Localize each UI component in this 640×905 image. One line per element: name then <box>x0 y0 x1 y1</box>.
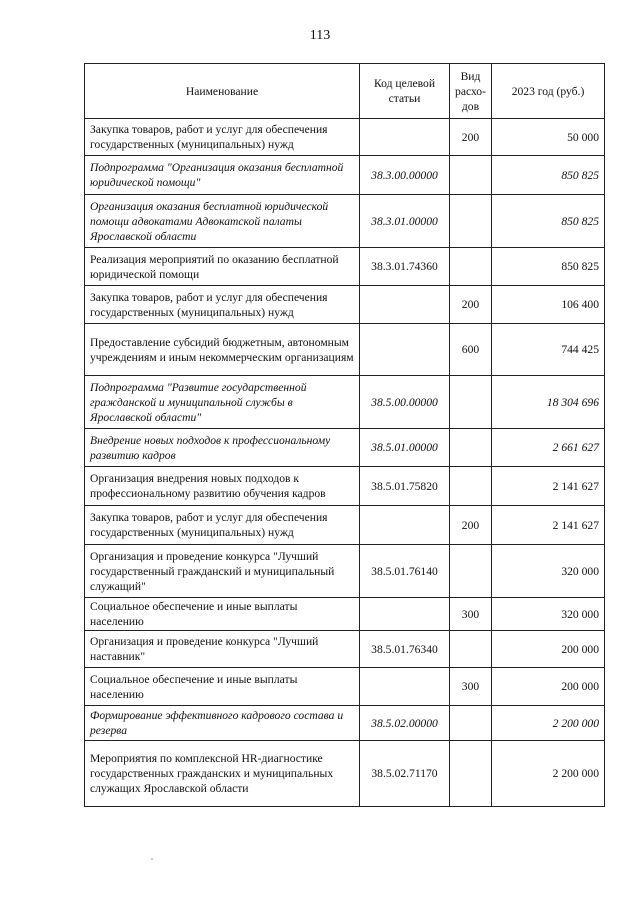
cell-type: 200 <box>450 119 492 156</box>
cell-sum: 2 200 000 <box>492 706 605 741</box>
cell-type <box>450 631 492 668</box>
cell-name: Подпрограмма "Организация оказания бесплатной юридической помощи" <box>85 156 360 195</box>
table-row <box>85 429 605 467</box>
cell-code: 38.3.00.00000 <box>360 156 450 195</box>
table-row <box>85 631 605 668</box>
table-row <box>85 598 605 631</box>
table-row <box>85 467 605 506</box>
cell-code: 38.5.01.76140 <box>360 545 450 598</box>
cell-code <box>360 506 450 545</box>
cell-name: Закупка товаров, работ и услуг для обеспечения государственных (муниципальных) нужд <box>85 506 360 545</box>
cell-code <box>360 286 450 324</box>
cell-sum: 200 000 <box>492 668 605 706</box>
page-number: 113 <box>309 28 331 43</box>
cell-sum: 320 000 <box>492 598 605 631</box>
cell-code <box>360 324 450 376</box>
cell-type: 300 <box>450 668 492 706</box>
cell-code: 38.5.01.00000 <box>360 429 450 467</box>
cell-name: Организация внедрения новых подходов к профессиональному развитию обучения кадров <box>85 467 360 506</box>
cell-code <box>360 119 450 156</box>
budget-table <box>84 63 605 807</box>
cell-type <box>450 248 492 286</box>
cell-type: 600 <box>450 324 492 376</box>
table-row <box>85 156 605 195</box>
header-sum: 2023 год (руб.) <box>492 64 605 119</box>
cell-name: Закупка товаров, работ и услуг для обеспечения государственных (муниципальных) нужд <box>85 119 360 156</box>
cell-code: 38.3.01.00000 <box>360 195 450 248</box>
cell-name: Формирование эффективного кадрового состава и резерва <box>85 706 360 741</box>
cell-name: Организация и проведение конкурса "Лучший наставник" <box>85 631 360 668</box>
cell-sum: 320 000 <box>492 545 605 598</box>
table-row <box>85 668 605 706</box>
table-row <box>85 324 605 376</box>
table-row <box>85 195 605 248</box>
cell-name: Подпрограмма "Развитие государственной гражданской и муниципальной службы в Ярославской области" <box>85 376 360 429</box>
cell-sum: 200 000 <box>492 631 605 668</box>
table-row <box>85 248 605 286</box>
table-row <box>85 119 605 156</box>
table-row <box>85 376 605 429</box>
cell-type <box>450 706 492 741</box>
cell-type: 300 <box>450 598 492 631</box>
cell-type: 200 <box>450 286 492 324</box>
cell-name: Предоставление субсидий бюджетным, автономным учреждениям и иным некоммерческим организациям <box>85 324 360 376</box>
cell-sum: 2 141 627 <box>492 506 605 545</box>
table-row <box>85 286 605 324</box>
cell-sum: 18 304 696 <box>492 376 605 429</box>
cell-sum: 850 825 <box>492 156 605 195</box>
cell-code: 38.5.01.76340 <box>360 631 450 668</box>
cell-name: Организация оказания бесплатной юридической помощи адвокатами Адвокатской палаты Ярославской области <box>85 195 360 248</box>
cell-sum: 850 825 <box>492 248 605 286</box>
cell-code: 38.3.01.74360 <box>360 248 450 286</box>
cell-name: Внедрение новых подходов к профессиональному развитию кадров <box>85 429 360 467</box>
cell-sum: 2 661 627 <box>492 429 605 467</box>
cell-name: Закупка товаров, работ и услуг для обеспечения государственных (муниципальных) нужд <box>85 286 360 324</box>
table-row <box>85 545 605 598</box>
table-row <box>85 706 605 741</box>
cell-sum: 106 400 <box>492 286 605 324</box>
table-body <box>85 119 605 807</box>
cell-name: Мероприятия по комплексной HR-диагностике государственных гражданских и муниципальных служащих Ярославской области <box>85 741 360 807</box>
cell-sum: 2 141 627 <box>492 467 605 506</box>
header-type: Вид расхо-дов <box>450 64 492 119</box>
header-name: Наименование <box>85 64 360 119</box>
cell-code: 38.5.01.75820 <box>360 467 450 506</box>
table-row <box>85 506 605 545</box>
cell-type <box>450 429 492 467</box>
cell-name: Организация и проведение конкурса "Лучший государственный гражданский и муниципальный служащий" <box>85 545 360 598</box>
table-row <box>85 741 605 807</box>
cell-name: Социальное обеспечение и иные выплаты населению <box>85 668 360 706</box>
cell-sum: 2 200 000 <box>492 741 605 807</box>
cell-sum: 50 000 <box>492 119 605 156</box>
cell-name: Социальное обеспечение и иные выплаты населению <box>85 598 360 631</box>
scan-artifact <box>151 858 153 860</box>
cell-type: 200 <box>450 506 492 545</box>
cell-code <box>360 598 450 631</box>
cell-type <box>450 376 492 429</box>
cell-type <box>450 545 492 598</box>
cell-sum: 850 825 <box>492 195 605 248</box>
cell-type <box>450 156 492 195</box>
cell-code: 38.5.00.00000 <box>360 376 450 429</box>
cell-code: 38.5.02.00000 <box>360 706 450 741</box>
cell-type <box>450 195 492 248</box>
cell-code: 38.5.02.71170 <box>360 741 450 807</box>
cell-name: Реализация мероприятий по оказанию бесплатной юридической помощи <box>85 248 360 286</box>
cell-sum: 744 425 <box>492 324 605 376</box>
cell-type <box>450 741 492 807</box>
table-header-row <box>85 64 605 119</box>
cell-type <box>450 467 492 506</box>
header-code: Код целевой статьи <box>360 64 450 119</box>
cell-code <box>360 668 450 706</box>
